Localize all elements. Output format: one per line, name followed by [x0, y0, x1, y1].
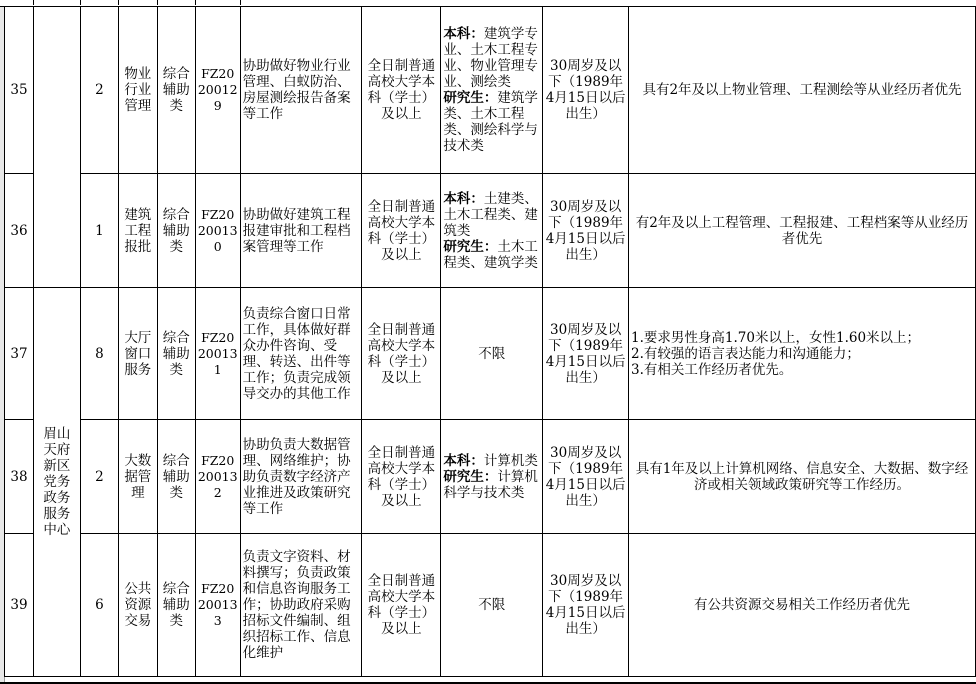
row-number: 35	[5, 7, 34, 174]
age-req: 30周岁及以下（1989年4月15日以后出生）	[543, 534, 629, 677]
major-req: 不限	[441, 534, 543, 677]
other-req-line: 2.有较强的语言表达能力和沟通能力；	[631, 345, 860, 362]
age-req: 30周岁及以下（1989年4月15日以后出生）	[543, 7, 629, 174]
education-req: 全日制普通高校大学本科（学士）及以上	[362, 288, 441, 420]
position-code: FZ20200130	[195, 174, 240, 288]
position-name: 公共资源交易	[118, 534, 157, 677]
undergrad-label: 本科：	[443, 452, 484, 469]
age-req: 30周岁及以下（1989年4月15日以后出生）	[543, 174, 629, 288]
position-name: 大数据管理	[118, 420, 157, 534]
grad-label: 研究生：	[443, 468, 498, 485]
table-row	[5, 288, 976, 420]
job-duty: 协助做好物业行业管理、白蚁防治、房屋测绘报告备案等工作	[240, 7, 362, 174]
age-req: 30周岁及以下（1989年4月15日以后出生）	[543, 288, 629, 420]
job-duty: 协助负责大数据管理、网络维护；协助负责数字经济产业推进及政策研究等工作	[240, 420, 362, 534]
age-req: 30周岁及以下（1989年4月15日以后出生）	[543, 420, 629, 534]
recruitment-table	[4, 6, 976, 677]
education-req: 全日制普通高校大学本科（学士）及以上	[362, 534, 441, 677]
position-name: 物业行业管理	[118, 7, 157, 174]
row-number: 37	[5, 288, 34, 420]
position-code: FZ20200133	[195, 534, 240, 677]
other-req: 有2年及以上工程管理、工程报建、工程档案等从业经历者优先	[629, 174, 976, 288]
undergrad-majors: 建筑学专业、土木工程专业、物业管理专业、测绘类	[443, 26, 538, 90]
undergrad-label: 本科：	[443, 190, 484, 207]
other-req: 具有1年及以上计算机网络、信息安全、大数据、数字经济或相关领域政策研究等工作经历。	[629, 420, 976, 534]
headcount: 1	[80, 174, 118, 288]
row-number: 38	[5, 420, 34, 534]
headcount: 2	[80, 7, 118, 174]
position-category: 综合辅助类	[157, 534, 195, 677]
major-req	[441, 174, 543, 288]
grad-label: 研究生：	[443, 238, 498, 255]
position-code: FZ20200132	[195, 420, 240, 534]
row-number: 36	[5, 174, 34, 288]
table-row	[5, 174, 976, 288]
undergrad-label: 本科：	[443, 26, 484, 42]
major-req	[441, 7, 543, 174]
headcount: 8	[80, 288, 118, 420]
grad-majors: 土木工程类、建筑学类	[443, 238, 538, 271]
headcount: 6	[80, 534, 118, 677]
unit-cell-top	[33, 7, 80, 288]
major-req	[441, 420, 543, 534]
table-row	[5, 534, 976, 677]
grad-majors: 计算机科学与技术类	[443, 468, 538, 501]
job-duty: 负责综合窗口日常工作，具体做好群众办件咨询、受理、转送、出件等工作；负责完成领导交办的其他工作	[240, 288, 362, 420]
grad-label: 研究生：	[443, 90, 498, 106]
other-req-line: 1.要求男性身高1.70米以上，女性1.60米以上；	[631, 329, 921, 346]
undergrad-majors: 土建类、土木工程类、建筑类	[443, 190, 538, 239]
position-code: FZ20200131	[195, 288, 240, 420]
row-number: 39	[5, 534, 34, 677]
position-category: 综合辅助类	[157, 288, 195, 420]
position-category: 综合辅助类	[157, 420, 195, 534]
grad-majors: 建筑学类、土木工程类、测绘科学与技术类	[443, 90, 538, 154]
undergrad-majors: 计算机类	[483, 452, 538, 469]
other-req	[629, 288, 976, 420]
other-req: 具有2年及以上物业管理、工程测绘等从业经历者优先	[629, 7, 976, 174]
table-row	[5, 7, 976, 174]
headcount: 2	[80, 420, 118, 534]
other-req: 有公共资源交易相关工作经历者优先	[629, 534, 976, 677]
education-req: 全日制普通高校大学本科（学士）及以上	[362, 420, 441, 534]
job-duty: 协助做好建筑工程报建审批和工程档案管理等工作	[240, 174, 362, 288]
position-category: 综合辅助类	[157, 7, 195, 174]
unit-name: 眉山天府新区党务政务服务中心	[33, 288, 80, 677]
table-row	[5, 420, 976, 534]
job-duty: 负责文字资料、材料撰写；负责政策和信息咨询服务工作；协助政府采购招标文件编制、组织招标工作、信息化维护	[240, 534, 362, 677]
education-req: 全日制普通高校大学本科（学士）及以上	[362, 7, 441, 174]
major-req: 不限	[441, 288, 543, 420]
education-req: 全日制普通高校大学本科（学士）及以上	[362, 174, 441, 288]
position-category: 综合辅助类	[157, 174, 195, 288]
position-code: FZ20200129	[195, 7, 240, 174]
position-name: 大厅窗口服务	[118, 288, 157, 420]
position-name: 建筑工程报批	[118, 174, 157, 288]
other-req-line: 3.有相关工作经历者优先。	[631, 361, 793, 378]
